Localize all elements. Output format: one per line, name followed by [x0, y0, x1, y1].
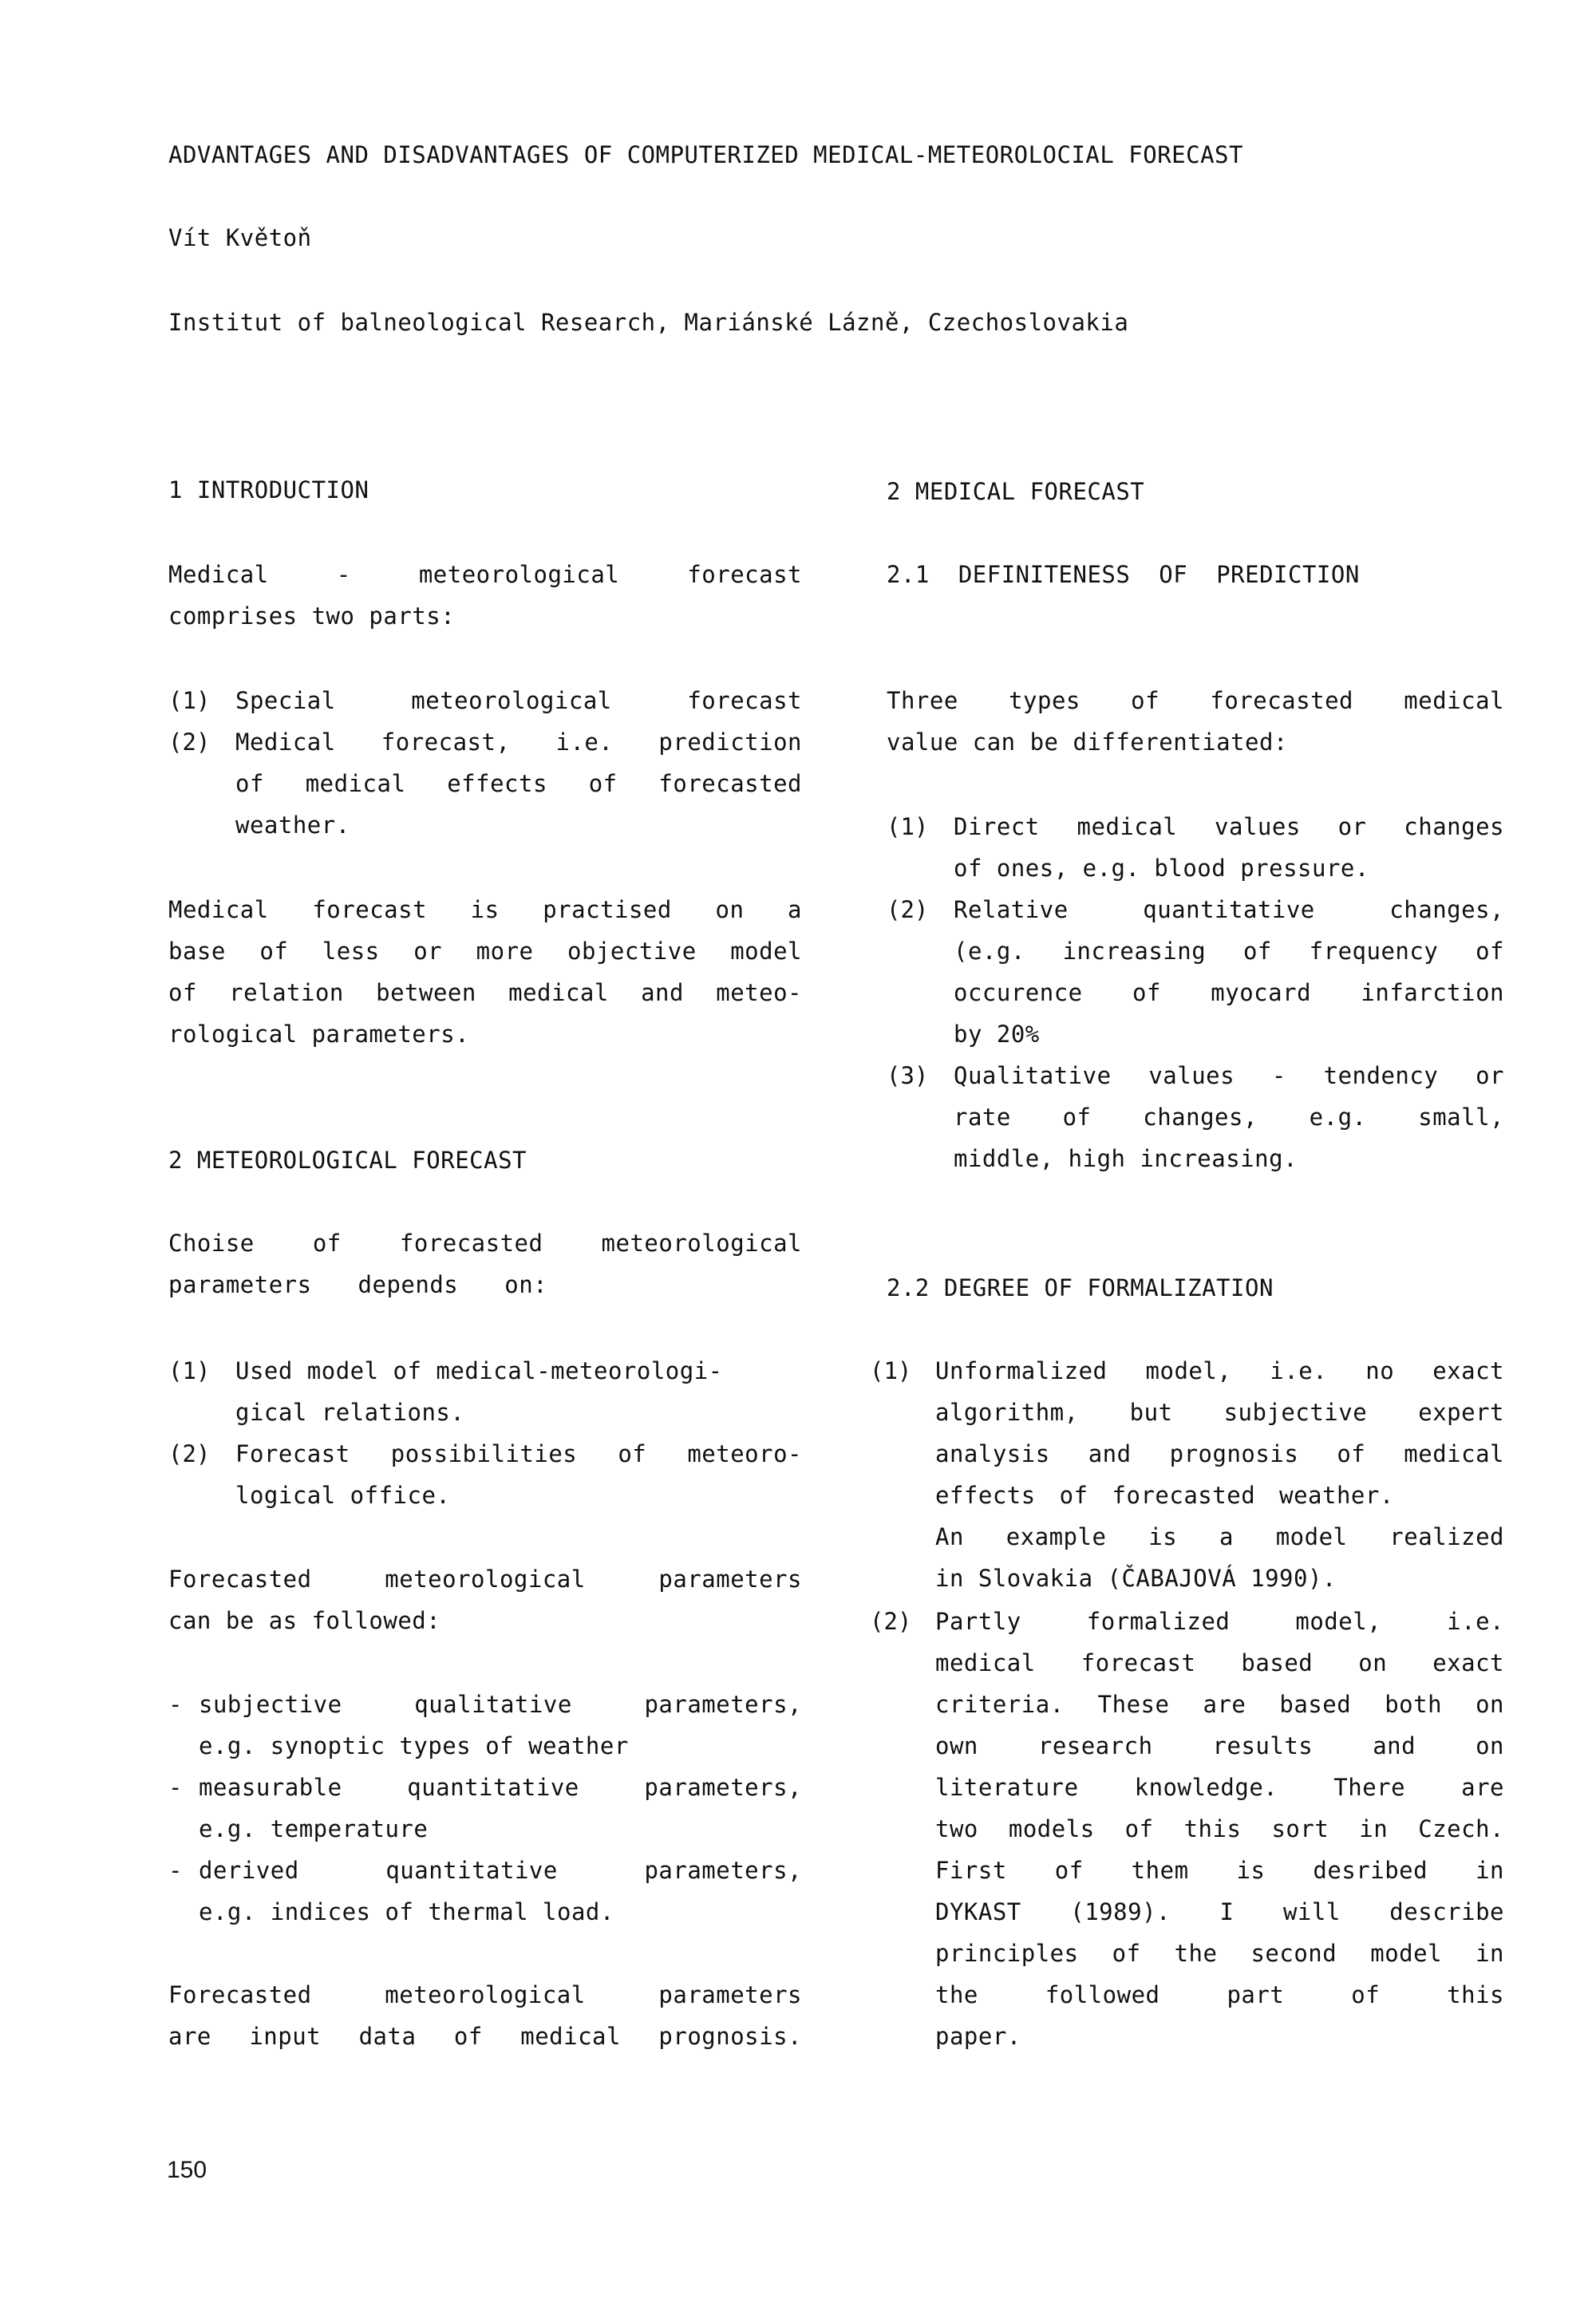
text-line: gical relations.: [235, 1399, 465, 1426]
intro-list-item-2: [168, 721, 802, 849]
text-line: analysis and prognosis of medical: [935, 1440, 1504, 1467]
paper-title: ADVANTAGES AND DISADVANTAGES OF COMPUTERIZED MEDICAL-METEOROLOCIAL FORECAST: [168, 141, 1243, 168]
text-line: Direct medical values or changes: [954, 813, 1504, 840]
text-line: e.g. temperature: [199, 1815, 429, 1842]
text-line: paper.: [935, 2023, 1021, 2050]
definiteness-list-item-3: [887, 1055, 1504, 1179]
definiteness-list-item-2: [887, 889, 1504, 1055]
text-line: logical office.: [235, 1482, 451, 1509]
list-dash: -: [168, 1857, 183, 1884]
list-number: (2): [887, 896, 929, 923]
definiteness-list-item-1: [887, 806, 1504, 889]
text-line: of relation between medical and meteo-: [168, 979, 802, 1006]
list-number: (1): [168, 687, 211, 714]
author-name: Vít Květoň: [168, 224, 312, 251]
dash-list-item-2: [168, 1767, 802, 1850]
text-line: algorithm, but subjective expert: [935, 1399, 1504, 1426]
text-line: DYKAST (1989). I will describe: [935, 1898, 1504, 1925]
list-number: (1): [887, 813, 929, 840]
text-line: rological parameters.: [168, 1021, 470, 1048]
text-line: by 20%: [954, 1021, 1040, 1048]
text-line: effects of forecasted weather.: [935, 1482, 1394, 1509]
text-line: parameters depends on:: [168, 1271, 548, 1298]
list-number: (1): [168, 1357, 211, 1384]
text-line: base of less or more objective model: [168, 938, 802, 965]
text-line: of medical effects of forecasted: [235, 770, 802, 797]
section-heading-meteorological: 2 METEOROLOGICAL FORECAST: [168, 1147, 527, 1174]
text-line: comprises two parts:: [168, 602, 456, 630]
author-affiliation: Institut of balneological Research, Mariánské Lázně, Czechoslovakia: [168, 309, 1129, 336]
section-heading-medical-forecast: 2 MEDICAL FORECAST: [887, 478, 1145, 505]
text-line: of ones, e.g. blood pressure.: [954, 855, 1369, 882]
text-line: value can be differentiated:: [887, 729, 1288, 756]
text-line: Medical forecast is practised on a: [168, 896, 802, 923]
subsection-heading-definiteness: 2.1 DEFINITENESS OF PREDICTION: [887, 561, 1360, 588]
dash-list-item-1: [168, 1684, 802, 1767]
text-line: rate of changes, e.g. small,: [954, 1104, 1504, 1131]
text-line: two models of this sort in Czech.: [935, 1815, 1504, 1842]
list-number: (3): [887, 1062, 929, 1089]
meteo-list-item-1: [168, 1350, 802, 1433]
text-line: Three types of forecasted medical: [887, 687, 1504, 714]
list-dash: -: [168, 1774, 183, 1801]
text-line: Relative quantitative changes,: [954, 896, 1504, 923]
text-line: Qualitative values - tendency or: [954, 1062, 1504, 1089]
text-line: weather.: [235, 811, 350, 839]
text-line: principles of the second model in: [935, 1940, 1504, 1967]
text-line: measurable quantitative parameters,: [199, 1774, 802, 1801]
formalization-list-item-2: [870, 1601, 1504, 2057]
text-line: Forecast possibilities of meteoro-: [235, 1440, 802, 1467]
list-number: (1): [870, 1357, 912, 1384]
text-line: derived quantitative parameters,: [199, 1857, 802, 1884]
text-line: subjective qualitative parameters,: [199, 1691, 802, 1718]
text-line: criteria. These are based both on: [935, 1691, 1504, 1718]
list-number: (2): [168, 729, 211, 756]
text-line: Medical - meteorological forecast: [168, 561, 802, 588]
list-number: (2): [870, 1608, 912, 1635]
text-line: e.g. indices of thermal load.: [199, 1898, 614, 1925]
text-line: occurence of myocard infarction: [954, 979, 1504, 1006]
meteo-list-item-2: [168, 1433, 802, 1516]
text-line: e.g. synoptic types of weather: [199, 1732, 629, 1759]
text-line: An example is a model realized: [935, 1523, 1504, 1550]
subsection-heading-formalization: 2.2 DEGREE OF FORMALIZATION: [887, 1274, 1274, 1301]
text-line: Special meteorological forecast: [235, 687, 802, 714]
dash-list-item-3: [168, 1850, 802, 1933]
text-line: middle, high increasing.: [954, 1145, 1298, 1172]
text-line: Partly formalized model, i.e.: [935, 1608, 1504, 1635]
text-line: Forecasted meteorological parameters: [168, 1981, 802, 2008]
text-line: medical forecast based on exact: [935, 1649, 1504, 1676]
text-line: (e.g. increasing of frequency of: [954, 938, 1504, 965]
text-line: Used model of medical-meteorologi-: [235, 1357, 723, 1384]
text-line: Choise of forecasted meteorological: [168, 1230, 802, 1257]
text-line: Medical forecast, i.e. prediction: [235, 729, 802, 756]
formalization-list-item-1: [870, 1350, 1504, 1599]
section-heading-introduction: 1 INTRODUCTION: [168, 476, 369, 503]
text-line: in Slovakia (ČABAJOVÁ 1990).: [935, 1565, 1337, 1592]
text-line: literature knowledge. There are: [935, 1774, 1504, 1801]
text-line: Forecasted meteorological parameters: [168, 1566, 802, 1593]
text-line: are input data of medical prognosis.: [168, 2023, 802, 2050]
list-number: (2): [168, 1440, 211, 1467]
text-line: First of them is desribed in: [935, 1857, 1504, 1884]
page-number: 150: [167, 2157, 207, 2183]
text-line: own research results and on: [935, 1732, 1504, 1759]
text-line: the followed part of this: [935, 1981, 1504, 2008]
text-line: can be as followed:: [168, 1607, 441, 1634]
text-line: Unformalized model, i.e. no exact: [935, 1357, 1504, 1384]
list-dash: -: [168, 1691, 183, 1718]
